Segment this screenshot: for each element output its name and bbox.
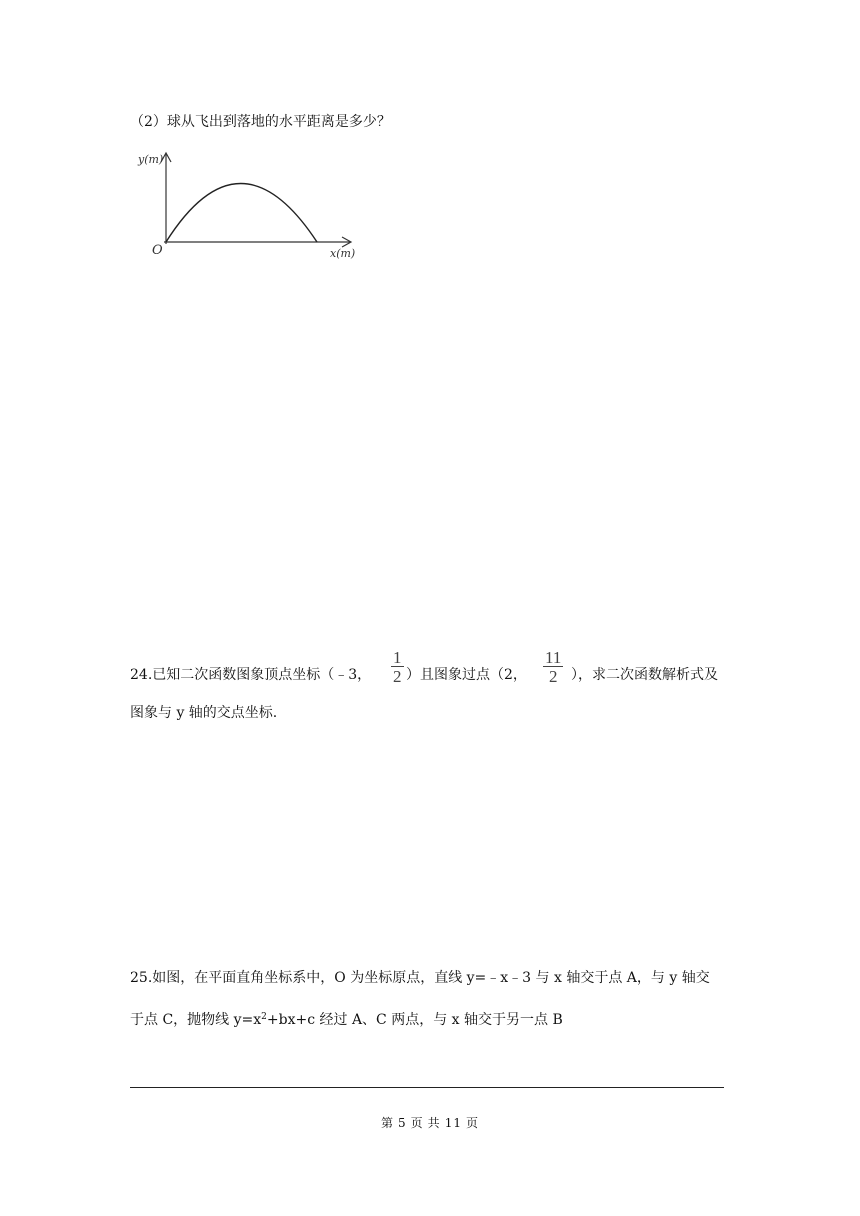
page-footer bbox=[0, 1114, 860, 1131]
fraction-one-half bbox=[391, 649, 404, 686]
fraction-numerator: 11 bbox=[545, 648, 562, 667]
footer-word-gong: 共 bbox=[427, 1116, 441, 1130]
footer-word-di: 第 bbox=[381, 1116, 395, 1130]
question-24-part-b: ）且图象过点（2， bbox=[406, 667, 527, 683]
fraction-eleven-halves bbox=[543, 649, 563, 686]
fraction-numerator: 1 bbox=[393, 648, 402, 667]
question-24-part-c: ），求二次函数解析式及 bbox=[571, 667, 718, 683]
footer-word-ye-2: 页 bbox=[465, 1116, 479, 1130]
x-axis-label: x(m) bbox=[330, 247, 356, 260]
question-24-line-2: 图象与 y 轴的交点坐标. bbox=[130, 705, 278, 721]
exponent: 2 bbox=[261, 1012, 267, 1022]
parabola-graph bbox=[130, 145, 370, 270]
fraction-denominator: 2 bbox=[393, 667, 402, 686]
question-25-line-1: 25.如图，在平面直角坐标系中，O 为坐标原点，直线 y=﹣x﹣3 与 x 轴交于点 A，与 y 轴交 bbox=[130, 970, 710, 986]
line-2-end: +bx+c 经过 A、C 两点，与 x 轴交于另一点 B bbox=[266, 1012, 563, 1028]
total-page-number: 11 bbox=[444, 1116, 462, 1130]
parabola-curve bbox=[166, 184, 317, 243]
question-23-part-2: （2）球从飞出到落地的水平距离是多少？ bbox=[130, 114, 391, 130]
line-2-start: 于点 C，抛物线 y=x bbox=[130, 1012, 262, 1028]
footer-divider bbox=[130, 1087, 724, 1088]
fraction-denominator: 2 bbox=[548, 667, 558, 686]
footer-word-ye: 页 bbox=[410, 1116, 424, 1130]
y-axis-label: y(m) bbox=[138, 153, 164, 166]
current-page-number: 5 bbox=[398, 1116, 407, 1130]
origin-label: O bbox=[152, 243, 163, 258]
question-25-line-2 bbox=[130, 1013, 563, 1027]
question-24-part-a: 24.已知二次函数图象顶点坐标（﹣3， bbox=[130, 667, 372, 683]
